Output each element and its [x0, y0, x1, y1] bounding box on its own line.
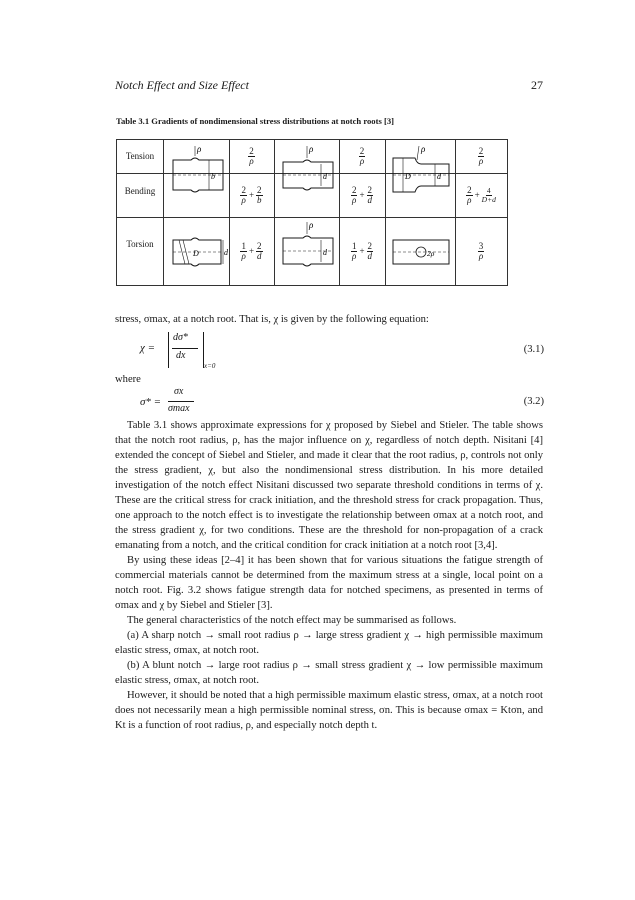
d-symbol: d — [437, 172, 441, 181]
rho-symbol: ρ — [197, 144, 202, 154]
row-label-bending: Bending — [124, 186, 156, 196]
paragraph-fatigue-strength: By using these ideas [2–4] it has been shown that for various situations the fatigue strength of commercial materials cannot be determined from the maximum stress at a single, local point on a notch root. Fig. 3.2 shows fatigue strength data for notched specimens, as presented in terms of σmax and χ by Siebel and Stieler [3]. — [115, 555, 543, 611]
two-rho-symbol: 2ρ — [427, 249, 435, 258]
equation-3-1: χ = dσ* dx x=0 (3.1) — [140, 332, 544, 370]
page-number: 27 — [531, 78, 543, 92]
main-body-text — [115, 418, 543, 733]
equation-3-2: σ* = σx σmax (3.2) — [140, 386, 544, 414]
formula-bending-2: $\frac{2}{\rho}$ + $\frac{2}{d}$ — [351, 184, 373, 205]
formula-torsion-3: $\frac{3}{\rho}$ — [478, 240, 484, 261]
row-label-torsion: Torsion — [126, 239, 154, 249]
rho-symbol: ρ — [309, 220, 314, 230]
formula-torsion-1: $\frac{1}{\rho}$ + $\frac{2}{d}$ — [241, 240, 262, 261]
d-symbol: d — [323, 248, 327, 257]
D-symbol: D — [193, 249, 199, 258]
d-symbol: d — [323, 172, 327, 181]
paragraph-however: However, it should be noted that a high permissible maximum elastic stress, σmax, at a notch root does not necessarily mean a high permissible nominal stress, σn. This is because σmax = Ktσn, and Kt is a function of root radius, ρ, and especially notch depth t. — [115, 690, 543, 731]
paragraph-sharp-notch: (a) A sharp notch → small root radius ρ → large stress gradient χ → high permissible maximum elastic stress, σmax, at notch root. — [115, 630, 543, 656]
table-caption: Table 3.1 Gradients of nondimensional stress distributions at notch roots [3] — [116, 116, 394, 126]
grooved-shaft-diagram — [279, 142, 337, 214]
formula-tension-1: $\frac{2}{\rho}$ — [249, 146, 254, 166]
formula-torsion-2: $\frac{1}{\rho}$ + $\frac{2}{d}$ — [351, 240, 373, 261]
formula-bending-1: $\frac{2}{\rho}$ + $\frac{2}{b}$ — [241, 184, 262, 205]
d-symbol: d — [224, 248, 228, 257]
paragraph-blunt-notch: (b) A blunt notch → large root radius ρ → small stress gradient χ → low permissible maximum elastic stress, σmax, at notch root. — [115, 660, 543, 686]
torsion-shaft-diagram-2 — [279, 214, 337, 284]
D-symbol: D — [405, 172, 411, 181]
flat-notched-plate-diagram — [169, 142, 227, 214]
formula-tension-2: $\frac{2}{\rho}$ — [359, 146, 365, 166]
b-symbol: b — [211, 172, 215, 181]
rho-symbol: ρ — [309, 144, 314, 154]
formula-tension-3: $\frac{2}{\rho}$ — [478, 146, 484, 166]
where-label: where — [115, 374, 141, 385]
equation-number-3-1: (3.1) — [523, 344, 544, 355]
paragraph-table-discussion: Table 3.1 shows approximate expressions for χ proposed by Siebel and Stieler. The table shows that the notch root radius, ρ, has the major influence on χ, regardless of notch depth. Nisitani [4] extended the concept of Siebel and Stieler, and made it clear that the root radius, ρ, controls not only the stress gradient, χ, but also the nondimensional stress distribution. In his more detailed investigation of the notch effect Nisitani discussed two separate threshold conditions in terms of χ. These are the critical stress for crack initiation, and the threshold stress for crack propagation. Thus, one approach to the notch effect is to investigate the relationship between σmax at a notch root, and the stress gradient χ, for two conditions. These are the threshold for non-propagation of a crack emanating from a notch, and the critical condition for crack initiation at a notch root [3,4]. — [115, 420, 543, 551]
rho-symbol: ρ — [421, 144, 426, 154]
paragraph-characteristics-intro: The general characteristics of the notch effect may be summarised as follows. — [127, 615, 457, 626]
intro-paragraph: stress, σmax, at a notch root. That is, χ is given by the following equation: — [115, 314, 429, 325]
stepped-shaft-diagram — [389, 142, 453, 214]
torsion-shaft-diagram-1 — [169, 220, 229, 284]
formula-bending-3: $\frac{2}{\rho}$ + $\frac{4}{D+d}$ — [467, 184, 496, 205]
gradient-table — [116, 139, 508, 286]
torsion-shaft-diagram-3 — [389, 220, 453, 284]
equation-number-3-2: (3.2) — [523, 396, 544, 407]
row-label-tension: Tension — [125, 151, 155, 161]
running-title: Notch Effect and Size Effect — [115, 78, 249, 92]
